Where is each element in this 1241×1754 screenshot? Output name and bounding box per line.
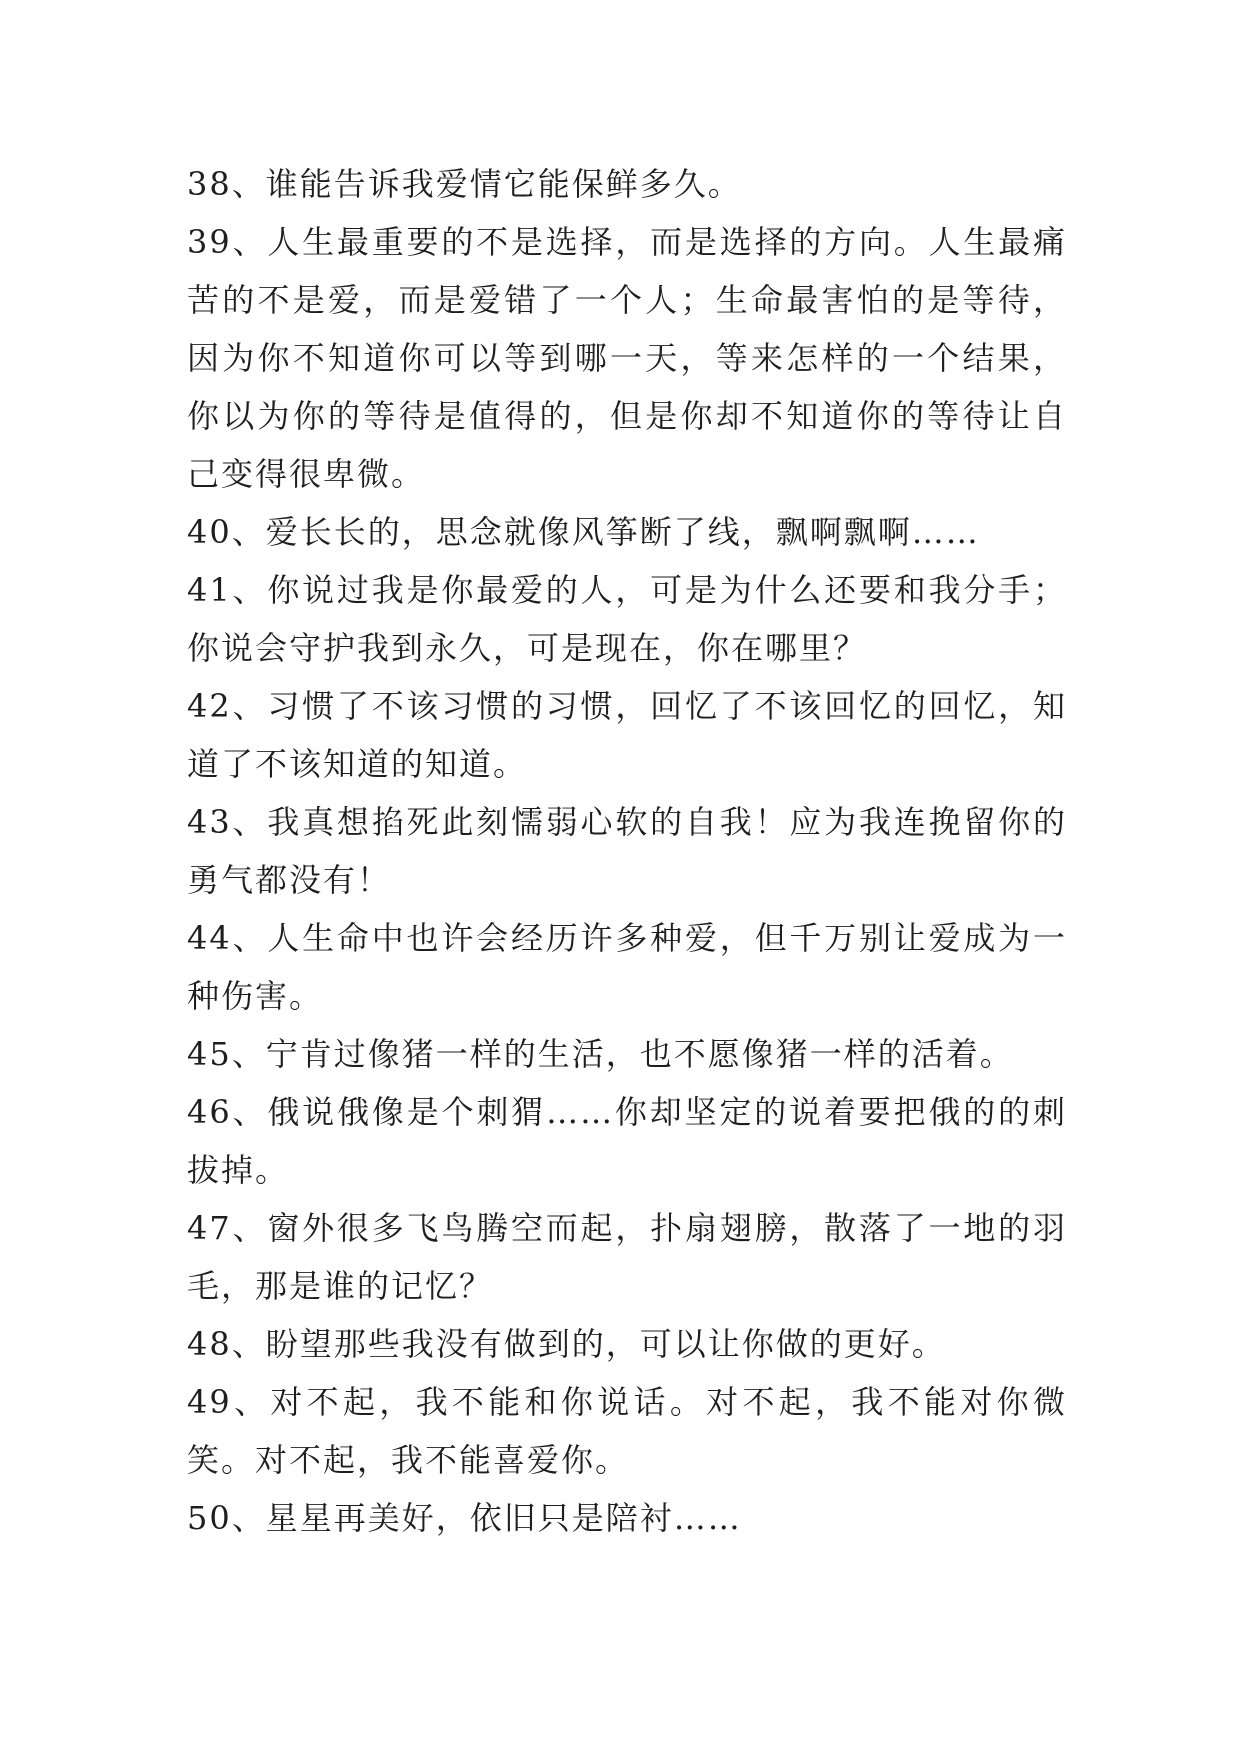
entry-43: 43、我真想掐死此刻懦弱心软的自我！应为我连挽留你的勇气都没有！ [187,803,1067,899]
entry-47: 47、窗外很多飞鸟腾空而起，扑扇翅膀，散落了一地的羽毛，那是谁的记忆？ [187,1209,1067,1305]
document-page [187,155,1067,1547]
entry-40: 40、爱长长的，思念就像风筝断了线，飘啊飘啊…… [187,513,980,551]
entry-41: 41、你说过我是你最爱的人，可是为什么还要和我分手；你说会守护我到永久，可是现在，你在哪里？ [187,571,1067,667]
entry-48: 48、盼望那些我没有做到的，可以让你做的更好。 [187,1325,946,1363]
entry-42: 42、习惯了不该习惯的习惯，回忆了不该回忆的回忆，知道了不该知道的知道。 [187,687,1067,783]
entry-39: 39、人生最重要的不是选择，而是选择的方向。人生最痛苦的不是爱，而是爱错了一个人；生命最害怕的是等待，因为你不知道你可以等到哪一天，等来怎样的一个结果，你以为你的等待是值得的，但是你却不知道你的等待让自己变得很卑微。 [187,223,1067,493]
entry-46: 46、俄说俄像是个刺猬……你却坚定的说着要把俄的的刺拔掉。 [187,1093,1067,1189]
entry-49: 49、对不起，我不能和你说话。对不起，我不能对你微笑。对不起，我不能喜爱你。 [187,1383,1067,1479]
entry-44: 44、人生命中也许会经历许多种爱，但千万别让爱成为一种伤害。 [187,919,1067,1015]
entry-38: 38、谁能告诉我爱情它能保鲜多久。 [187,165,742,203]
entry-50: 50、星星再美好，依旧只是陪衬…… [187,1499,742,1537]
entry-45: 45、宁肯过像猪一样的生活，也不愿像猪一样的活着。 [187,1035,1014,1073]
